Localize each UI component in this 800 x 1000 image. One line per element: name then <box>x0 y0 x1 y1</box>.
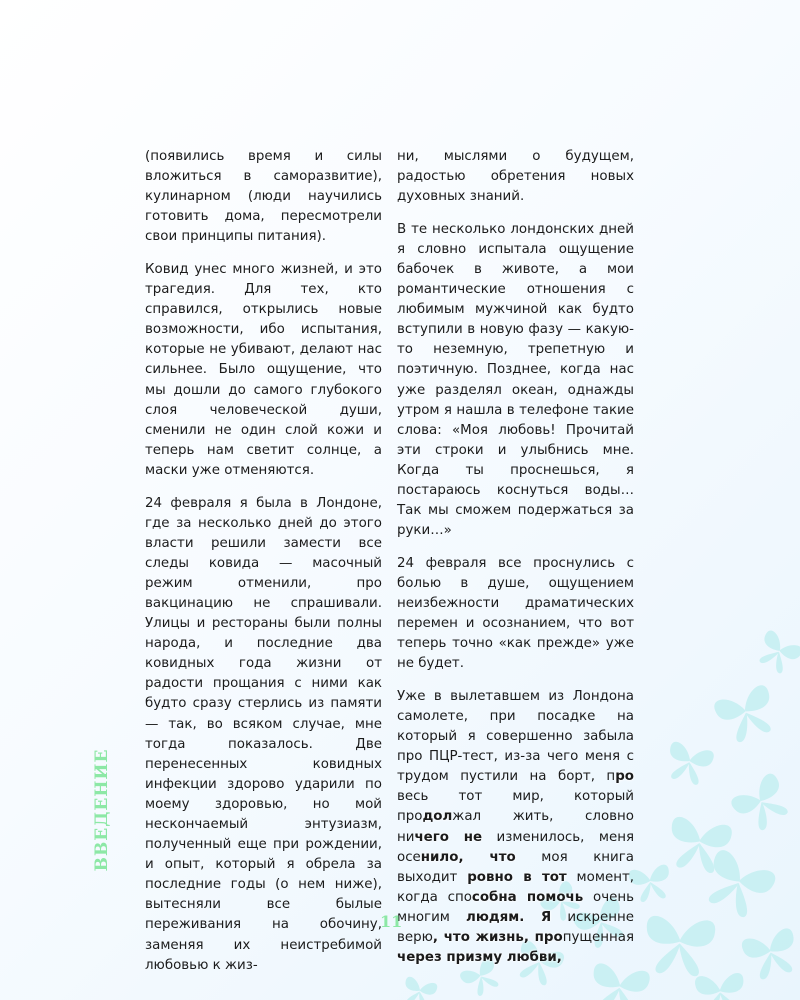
text-run: момент, когда спо <box>397 869 635 905</box>
highlighted-text: , <box>432 929 444 945</box>
left-text-column <box>145 147 382 988</box>
paragraph: 24 февраля я была в Лондоне, где за несколько дней до этого власти решили замести все следы ковида — масочный режим отменили, про вакцинацию не спрашивали. Улицы и рестораны были полны народа, и последние два ковидных года жизни от радости прощания с ними как будто сразу стерлись из памяти — так, во всяком случае, мне тогда показалось. Две перенесенных ковидных инфекции здорово ударили по моему здоровью, но мой нескончаемый энтузиазм, полученный еще при рождении, и опыт, который я обрела за последние годы (о нем ниже), вытесняли все былые переживания на обочину, заменяя их неистребимой любовью к жиз- <box>145 495 382 973</box>
highlighted-text: через призму любви, <box>397 950 562 966</box>
paragraph-with-highlights <box>397 687 634 968</box>
butterfly-icon <box>695 972 747 1000</box>
paragraph: (появились время и силы вложиться в саморазвитие), кулинарном (люди научились готовить дома, пересмотрели свои принципы питания). <box>145 149 382 245</box>
highlighted-text: людям. Я <box>466 909 552 925</box>
highlighted-text: ровно в тот <box>467 869 567 885</box>
text-run: очень многим <box>397 889 634 925</box>
highlighted-text: что жизнь <box>443 929 524 945</box>
butterfly-icon <box>729 771 797 837</box>
text-run: кренне верю <box>397 909 634 945</box>
text-run: моя книга выходит <box>397 849 635 885</box>
paragraph: ни, мыслями о будущем, радостью обретения новых духовных знаний. <box>397 149 634 205</box>
paragraph: 24 февраля все проснулись с болью в душе, ощущением неизбежности драматических перемен и осознанием, что вот теперь точно «как прежде» уже не будет. <box>397 555 634 672</box>
butterfly-icon <box>643 915 716 978</box>
butterfly-icon <box>628 864 674 904</box>
section-label: ВВЕДЕНИЕ <box>92 748 112 872</box>
highlighted-text: чего не <box>414 829 483 845</box>
text-run: жал жить, словно ни <box>397 809 634 845</box>
highlighted-text: про <box>534 929 563 945</box>
butterfly-icon <box>712 683 781 746</box>
text-run: ис <box>551 909 584 925</box>
right-text-column <box>397 147 634 981</box>
highlighted-text: , <box>523 929 535 945</box>
page-number: 11 <box>380 912 403 931</box>
butterfly-icon <box>752 629 800 678</box>
butterfly-icon <box>740 927 800 983</box>
highlighted-text: собна помочь <box>471 889 584 905</box>
text-run: пущенная <box>562 929 635 945</box>
paragraph: В те несколько лондонских дней я словно испытала ощущение бабочек в животе, а мои романтические отношения с любимым мужчиной как будто вступили в новую фазу — какую-то неземную, трепетную и поэтичную. Позднее, когда нас уже разделял океан, однажды утром я нашла в телефоне такие слова: «Моя любовь! Прочитай эти строки и улыбнись мне. Когда ты проснешься, я постараюсь коснуться воды… Так мы сможем подержаться за руки…» <box>397 221 634 539</box>
text-run: изменилось, меня осе <box>397 829 634 865</box>
highlighted-text: ро <box>615 769 634 785</box>
highlighted-text: нило, что <box>420 849 516 865</box>
text-run: весь тот мир, который про <box>397 789 634 825</box>
paragraph: Ковид унес много жизней, и это трагедия. Для тех, кто справился, открылись новые возможности, ибо испытания, которые не убивают, делают нас сильнее. Было ощущение, что мы дошли до самого глубокого слоя человеческой души, сменили не один слой кожи и теперь нам светит солнце, а маски уже отменяются. <box>145 261 382 478</box>
highlighted-text: дол <box>422 809 453 825</box>
butterfly-icon <box>663 741 715 788</box>
text-run: Уже в вылетавшем из Лондона самолете, при посадке на который я совершенно забыла про ПЦР-тест, из-за чего меня с трудом пустили на борт, п <box>397 688 634 785</box>
